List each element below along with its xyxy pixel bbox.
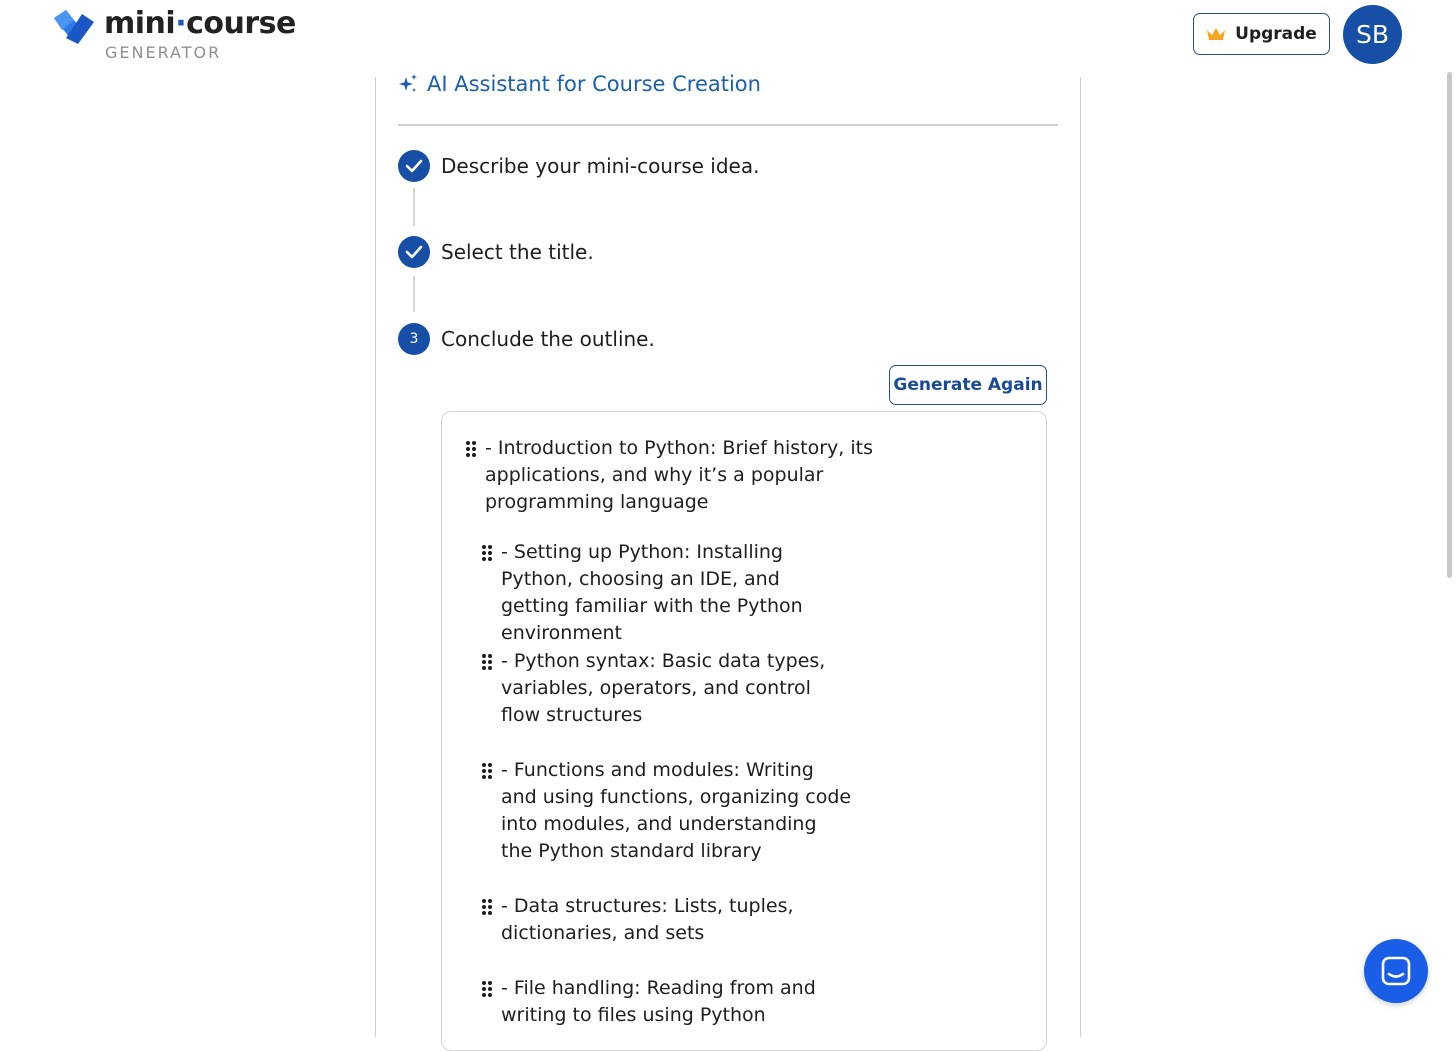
step-2-label[interactable]: Select the title. [441, 240, 594, 264]
step-2-check [398, 236, 430, 268]
sparkle-icon [397, 73, 419, 95]
step-connector [413, 188, 415, 226]
drag-handle-icon[interactable] [481, 898, 493, 916]
generate-again-button[interactable]: Generate Again [889, 365, 1047, 405]
logo-subtitle: GENERATOR [105, 43, 222, 62]
title-divider [398, 124, 1058, 126]
chat-icon [1381, 956, 1411, 986]
logo-mark-icon [52, 8, 96, 46]
panel-title [397, 72, 761, 96]
drag-handle-icon[interactable] [481, 653, 493, 671]
avatar-initials: SB [1355, 20, 1390, 49]
outline-item-text[interactable]: - Functions and modules: Writing and using functions, organizing code into modules, and understanding the Python standard library [501, 759, 852, 862]
outline-item-text[interactable]: - Setting up Python: Installing Python, choosing an IDE, and getting familiar with the Python environment [501, 541, 803, 644]
app-logo[interactable] [52, 6, 312, 62]
step-1-label[interactable]: Describe your mini-course idea. [441, 154, 760, 178]
panel-title-text: AI Assistant for Course Creation [427, 72, 761, 96]
upgrade-button[interactable] [1193, 13, 1330, 55]
drag-handle-icon[interactable] [465, 440, 477, 458]
drag-handle-icon[interactable] [481, 980, 493, 998]
drag-handle-icon[interactable] [481, 762, 493, 780]
avatar[interactable] [1343, 5, 1402, 64]
check-icon [405, 245, 423, 259]
step-1-check [398, 150, 430, 182]
outline-item-text[interactable]: - Python syntax: Basic data types, variables, operators, and control flow structures [501, 650, 826, 726]
upgrade-label: Upgrade [1235, 24, 1317, 44]
chat-launcher-button[interactable] [1364, 939, 1428, 1003]
drag-handle-icon[interactable] [481, 544, 493, 562]
step-connector [413, 276, 415, 312]
page-scrollbar[interactable] [1447, 72, 1452, 578]
crown-icon [1206, 26, 1226, 42]
logo-wordmark: mini·course [104, 6, 296, 41]
check-icon [405, 159, 423, 173]
outline-item-text[interactable]: - Introduction to Python: Brief history, its applications, and why it’s a popular programming language [485, 437, 874, 513]
outline-item-text[interactable]: - File handling: Reading from and writing to files using Python [501, 977, 816, 1026]
step-3-number-text: 3 [409, 331, 419, 347]
step-3-label[interactable]: Conclude the outline. [441, 327, 655, 351]
outline-item-text[interactable]: - Data structures: Lists, tuples, dictionaries, and sets [501, 895, 794, 944]
step-3-number [398, 323, 430, 355]
